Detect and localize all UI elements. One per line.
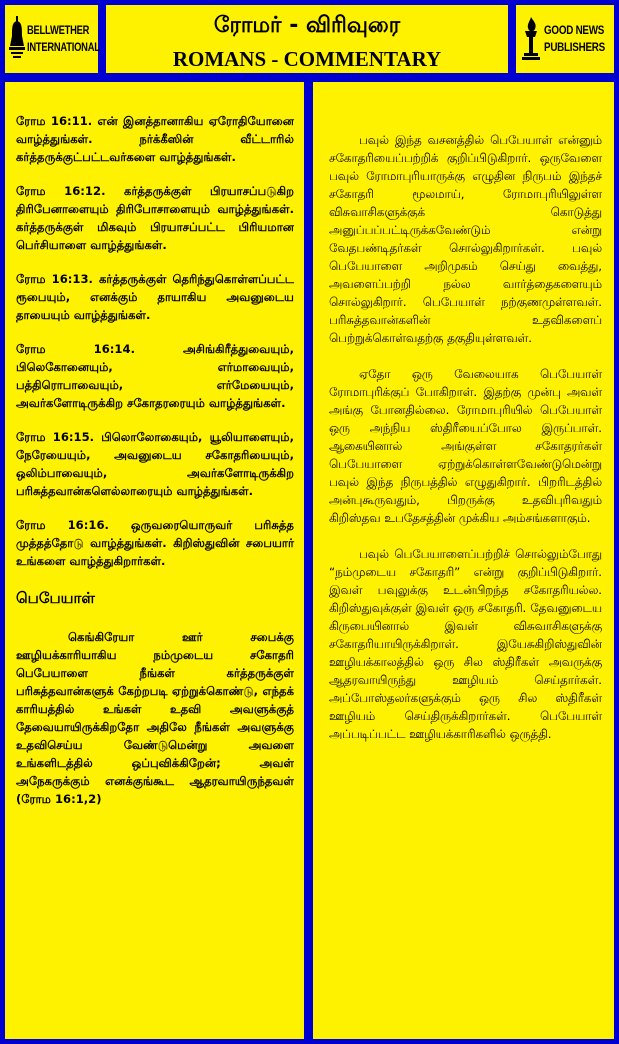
section-text: கெங்கிரேயா ஊர் சபைக்கு ஊழியக்காரியாகிய நம்முடைய சகோதரி பெபேயாளை நீங்கள் கர்த்தருக்குள் பரிசுத்தவான்களுக் கேற்றபடி ஏற்றுக்கொண்டு, எந்தக் காரியத்தில் உங்கள் உதவி அவளுக்குத் தேவையாயிருக்கிறதோ அதிலே நீங்கள் அவளுக்கு உதவிசெய்ய வேண்டுமென்று அவளை உங்களிடத்தில் ஒப்புவிக்கிறேன்; அவள் அநேகருக்கும் எனக்குங்கூட ஆதரவாயிருந்தவள் (ரோம 16:1,2) — [16, 630, 294, 806]
left-column — [3, 80, 306, 1041]
commentary-paragraph-1: பவுல் இந்த வசனத்தில் பெபேயாள் என்னும் சகோதரியைப்பற்றிக் குறிப்பிடுகிறார். ஒருவேளை பவுல் ரோமாபுரியாருக்கு எழுதின நிருபம் இந்தச் சகோதரி மூலமாய், ரோமாபுரியிலுள்ள விசுவாசிகளுக்குக் கொடுத்து அனுப்பப்பட்டிருக்கவேண்டும் என்று வேதபண்டிதர்கள் சொல்லுகிறார்கள். பவுல் பெபேயாளை அறிமுகம் செய்து வைத்து, அவளைப்பற்றி நல்ல வார்த்தைகளையும் சொல்லுகிறார். பெபேயாள் நற்குணமுள்ளவள். பரிசுத்தவான்களின் உதவிகளைப் பெற்றுக்கொள்வதற்கு தகுதியுள்ளவள். — [329, 133, 602, 345]
section-heading: பெபேயாள் — [16, 589, 95, 607]
verse-16-16: ரோம 16:16. ஒருவரையொருவர் பரிசுத்த முத்தத்தோடு வாழ்த்துங்கள். கிறிஸ்துவின் சபையார் உங்களை வாழ்த்துகிறார்கள். — [16, 518, 294, 568]
page-title-tamil: ரோமர் - விரிவுரை — [213, 13, 401, 38]
commentary-paragraph-2: ஏதோ ஒரு வேலையாக பெபேயாள் ரோமாபுரிக்குப் போகிறாள். இதற்கு முன்பு அவள் அங்கு போனதில்லை. ரோமாபுரியில் பெபேயாள் ஒரு அந்நிய ஸ்திரீயைப்போல இருப்பாள். ஆகையினால் அங்குள்ள சகோதரர்கள் பெபேயாளை ஏற்றுக்கொள்ளவேண்டுமென்று பவுல் இந்த நிருபத்தில் எழுதுகிறார். பிறரிடத்தில் அன்புகூருவதும், பிறருக்கு உதவிபுரிவதும் கிறிஸ்தவ உபதேசத்தின் முக்கிய அம்சங்களாகும். — [329, 367, 602, 525]
right-column — [311, 80, 616, 1041]
verse-16-12: ரோம 16:12. கர்த்தருக்குள் பிரயாசப்படுகிற திரிபேனாளையும் திரிபோசாளையும் வாழ்த்துங்கள். கர்த்தருக்குள் மிகவும் பிரயாசப்பட்ட பிரியமான பெர்சியாளை வாழ்த்துங்கள். — [16, 184, 294, 252]
verse-16-13: ரோம 16:13. கர்த்தருக்குள் தெரிந்துகொள்ளப்பட்ட ரூபையும், எனக்கும் தாயாகிய அவனுடைய தாயையும் வாழ்த்துங்கள். — [16, 272, 294, 322]
commentary-paragraph-3: பவுல் பெபேயாளைப்பற்றிச் சொல்லும்போது “நம்முடைய சகோதரி” என்று குறிப்பிடுகிறார். இவள் பவுலுக்கு உடன்பிறந்த சகோதரியல்ல. கிறிஸ்துவுக்குள் இவள் ஒரு சகோதரி. தேவனுடைய கிருபையினால் இவள் விசுவாசிகளுக்கு சகோதரியாயிருக்கிறாள். இயேசுகிறிஸ்துவின் ஊழியக்காலத்தில் ஒரு சில ஸ்திரீகள் அவருக்கு ஆதரவாயிருந்து ஊழியம் செய்தார்கள். அப்போஸ்தலர்களுக்கும் ஒரு சில ஸ்திரீகள் ஊழியம் செய்திருக்கிறார்கள். பெபேயாள் அப்படிப்பட்ட ஊழியக்காரிகளில் ஒருத்தி. — [329, 547, 602, 741]
bellwether-logo-text: BELLWETHER INTERNATIONAL — [27, 23, 100, 54]
title-box — [104, 3, 510, 75]
bellwether-logo — [3, 3, 100, 75]
good-news-logo — [514, 3, 616, 75]
verse-16-14: ரோம 16:14. அசிங்கிரீத்துவையும், பிலெகோனையும், எர்மாவையும், பத்திரொபாவையும், எர்மேயையும், அவர்களோடிருக்கிற சகோதரரையும் வாழ்த்துங்கள். — [16, 342, 294, 410]
bell-icon — [9, 16, 25, 62]
verse-16-15: ரோம 16:15. பிலொலோகையும், யூலியாளையும், நேரேயையும், அவனுடைய சகோதரியையும், ஒலிம்பாவையும், அவர்களோடிருக்கிற பரிசுத்தவான்களெல்லாரையும் வாழ்த்துங்கள். — [16, 430, 294, 498]
torch-icon — [520, 15, 542, 63]
good-news-logo-text: GOOD NEWS PUBLISHERS — [544, 23, 605, 54]
page-title-english: ROMANS - COMMENTARY — [172, 47, 442, 71]
verse-16-11: ரோம 16:11. என் இனத்தானாகிய ஏரோதியோனை வாழ்த்துங்கள். நர்க்கீஸின் வீட்டாரில் கர்த்தருக்குட்பட்டவர்களை வாழ்த்துங்கள். — [16, 114, 294, 164]
